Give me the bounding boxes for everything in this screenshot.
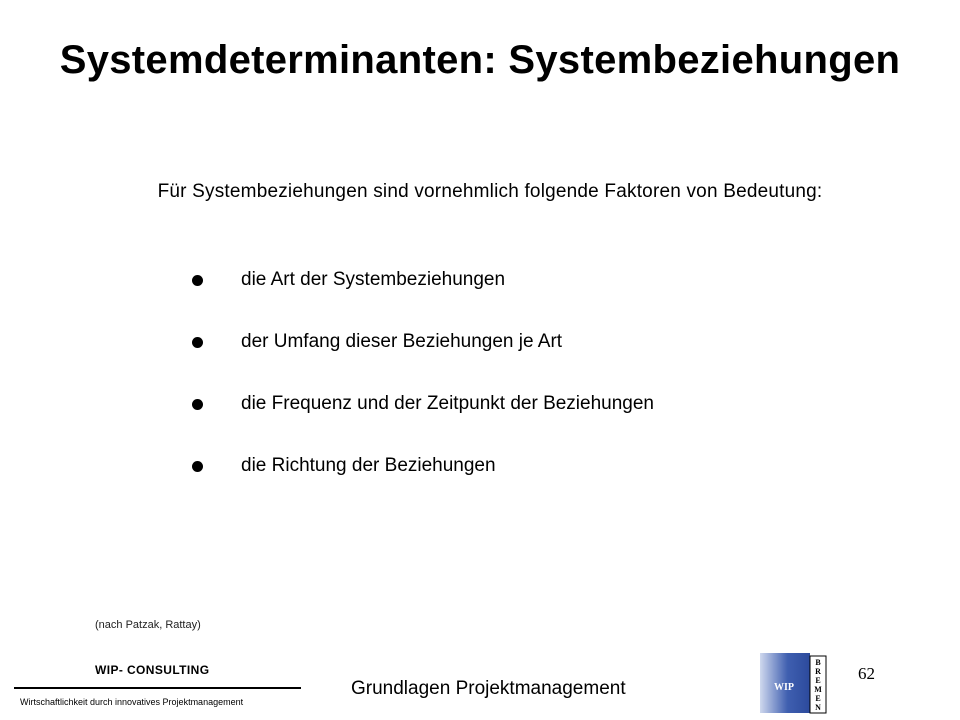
- bullet-text: die Frequenz und der Zeitpunkt der Beziehungen: [241, 393, 654, 414]
- footer-company-name: WIP- CONSULTING: [95, 663, 210, 677]
- source-citation: (nach Patzak, Rattay): [95, 619, 201, 631]
- footer-tagline: Wirtschaftlichkeit durch innovatives Projektmanagement: [20, 697, 244, 707]
- bullet-dot-icon: [192, 275, 203, 286]
- logo-text: WIP: [774, 682, 794, 693]
- bullet-dot-icon: [192, 399, 203, 410]
- logo-letter: E: [815, 694, 821, 703]
- bullet-text: der Umfang dieser Beziehungen je Art: [241, 331, 563, 352]
- intro-text: Für Systembeziehungen sind vornehmlich folgende Faktoren von Bedeutung:: [157, 181, 823, 202]
- slide-title: Systemdeterminanten: Systembeziehungen: [59, 38, 901, 82]
- logo-letter: E: [815, 676, 821, 685]
- footer-divider: [14, 687, 301, 689]
- page-number: 62: [858, 664, 875, 683]
- logo-letter: B: [815, 658, 821, 667]
- footer-course-title: Grundlagen Projektmanagement: [351, 678, 626, 699]
- wip-bremen-logo: [759, 652, 829, 714]
- bullet-dot-icon: [192, 337, 203, 348]
- bullet-dot-icon: [192, 461, 203, 472]
- logo-letter: M: [814, 685, 822, 694]
- bullet-text: die Richtung der Beziehungen: [241, 455, 496, 476]
- logo-letter: R: [815, 667, 821, 676]
- logo-letter: N: [815, 703, 821, 712]
- bullet-text: die Art der Systembeziehungen: [241, 269, 506, 290]
